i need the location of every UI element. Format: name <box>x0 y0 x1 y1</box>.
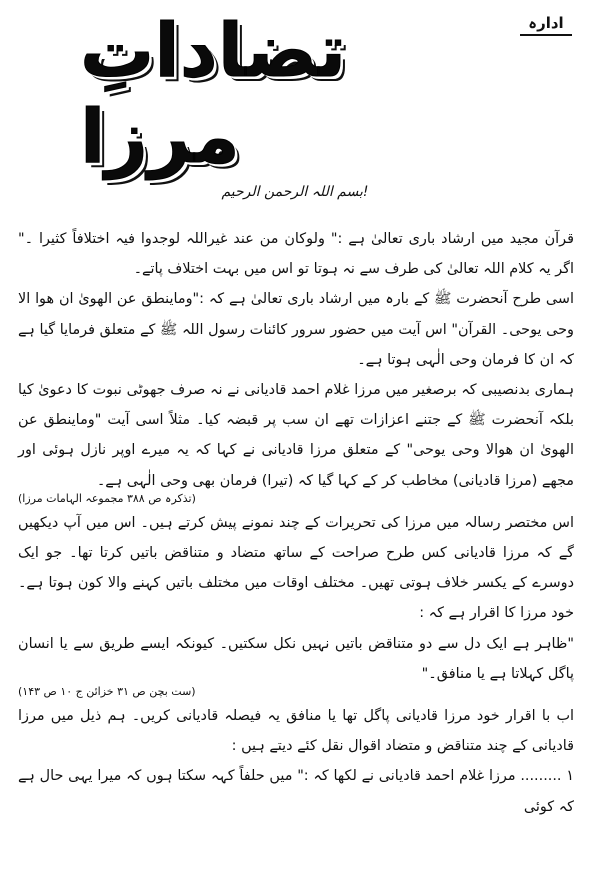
paragraph: اس مختصر رسالہ میں مرزا کی تحریرات کے چند نمونے پیش کرتے ہیں۔ اس میں آپ دیکھیں گے کہ مرزا قادیانی کس طرح صراحت کے ساتھ متضاد و متناقض باتیں کرتا تھا۔ جو ایک دوسرے کے یکسر خلاف ہوتی تھیں۔ مختلف اوقات میں مختلف باتیں کہنے والا کون ہوتا ہے۔ خود مرزا کا اقرار ہے کہ : <box>18 514 574 622</box>
page-title: تضاداتِ مرزا <box>80 8 347 180</box>
paragraph: اب با اقرار خود مرزا قادیانی پاگل تھا یا منافق یہ فیصلہ قادیانی کریں۔ ہم ذیل میں مرزا قادیانی کے چند متناقض و متضاد اقوال نقل کئے دیتے ہیں : <box>18 708 574 755</box>
paragraph: ۱ ......... مرزا غلام احمد قادیانی نے لکھا کہ :" میں حلفاً کہہ سکتا ہوں کہ میرا یہی حال ہے کہ کوئی <box>18 768 574 815</box>
reference: (تذکرہ ص ۳۸۸ مجموعہ الہامات مرزا) <box>18 491 196 505</box>
paragraph: قرآن مجید میں ارشاد باری تعالیٰ ہے :" ولوکان من عند غیراللہ لوجدوا فیہ اختلافاً کثیرا ۔" اگر یہ کلام اللہ تعالیٰ کی طرف سے نہ ہوتا تو اس میں بہت اختلاف پاتے۔ <box>18 231 574 278</box>
paragraph: اسی طرح آنحضرت ﷺ کے بارہ میں ارشاد باری تعالیٰ ہے کہ :"وماینطق عن الھویٰ ان ھوا الا وحی یوحی۔ القرآن" اس آیت میں حضور سرور کائنات رسول اللہ ﷺ کے متعلق فرمایا گیا ہے کہ ان کا فرمان وحی الٰہی ہوتا ہے۔ <box>18 291 574 368</box>
reference: (ست بچن ص ۳۱ خزائن ج ۱۰ ص ۱۴۳) <box>18 685 196 699</box>
section-label: ادارہ <box>520 14 572 36</box>
article-body <box>18 224 574 822</box>
quote: "ظاہر ہے ایک دل سے دو متناقض باتیں نہیں نکل سکتیں۔ کیونکہ ایسے طریق سے یا انسان پاگل کہلاتا ہے یا منافق۔" <box>18 635 574 682</box>
bismillah: بسم اللہ الرحمن الرحیم! <box>221 184 369 200</box>
paragraph: ہماری بدنصیبی کہ برصغیر میں مرزا غلام احمد قادیانی نے نہ صرف جھوٹی نبوت کا دعویٰ کیا بلکہ آنحضرت ﷺ کے جتنے اعزازات تھے ان سب پر قبضہ کیا۔ مثلاً اسی آیت "وماینطق عن الھویٰ ان ھوالا وحی یوحی" کے متعلق مرزا قادیانی نے کہا کہ یہ میرے اوپر نازل ہوئی اور مجھے (مرزا قادیانی) مخاطب کر کے کہا گیا کہ (تیرا) فرمان بھی وحی الٰہی ہے۔ <box>18 382 574 489</box>
